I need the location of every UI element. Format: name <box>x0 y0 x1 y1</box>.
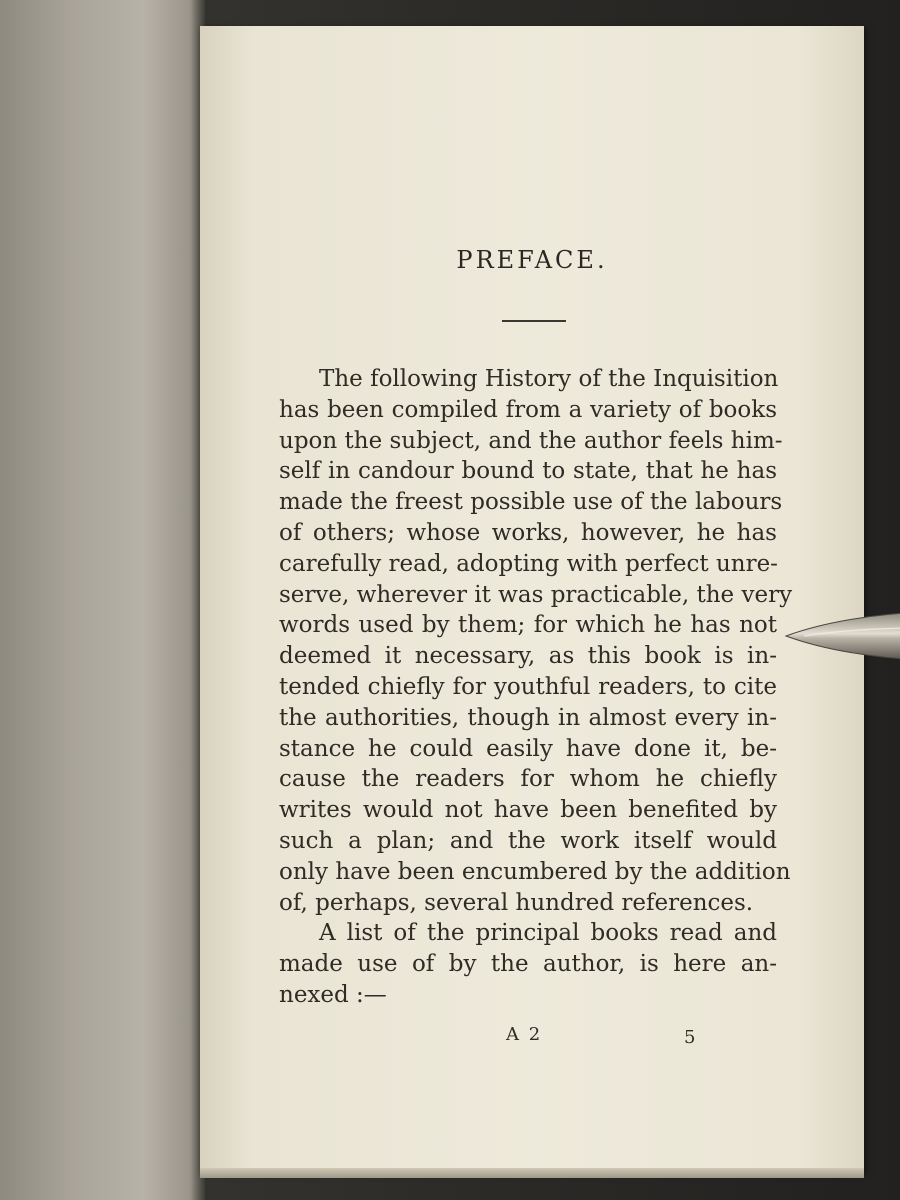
text-line: only have been encumbered by the addition <box>279 858 791 885</box>
preface-text <box>279 364 793 1011</box>
text-line: cause the readers for whom he chiefly <box>279 766 777 793</box>
text-line: has been compiled from a variety of books <box>279 396 777 423</box>
text-line: stance he could easily have done it, be- <box>279 735 777 762</box>
page-title: PREFACE. <box>456 246 608 274</box>
text-line: such a plan; and the work itself would <box>279 827 777 854</box>
text-line: The following History of the Inquisition <box>319 366 779 392</box>
text-line: self in candour bound to state, that he has <box>279 458 777 485</box>
page-number: 5 <box>684 1027 696 1048</box>
book-page <box>200 26 864 1172</box>
text-line: tended chiefly for youthful readers, to cite <box>279 673 777 700</box>
text-line: upon the subject, and the author feels him- <box>279 427 783 454</box>
text-line: carefully read, adopting with perfect unre- <box>279 550 778 577</box>
text-line: nexed :— <box>279 981 387 1008</box>
text-line: A list of the principal books read and <box>319 920 777 947</box>
text-line: the authorities, though in almost every in- <box>279 704 777 731</box>
text-line: made the freest possible use of the labours <box>279 489 783 516</box>
text-line: of, perhaps, several hundred references. <box>279 889 754 916</box>
left-cover-board <box>0 0 205 1200</box>
text-line: made use of by the author, is here an- <box>279 951 777 978</box>
text-line: deemed it necessary, as this book is in- <box>279 643 777 670</box>
text-line: writes would not have been benefited by <box>279 797 777 824</box>
page-edge <box>200 1168 864 1178</box>
signature-mark: A 2 <box>506 1024 543 1045</box>
metal-pointer-icon <box>784 608 900 664</box>
title-rule <box>502 320 566 322</box>
text-line: serve, wherever it was practicable, the very <box>279 581 793 608</box>
text-line: of others; whose works, however, he has <box>279 519 777 546</box>
text-line: words used by them; for which he has not <box>279 612 777 639</box>
